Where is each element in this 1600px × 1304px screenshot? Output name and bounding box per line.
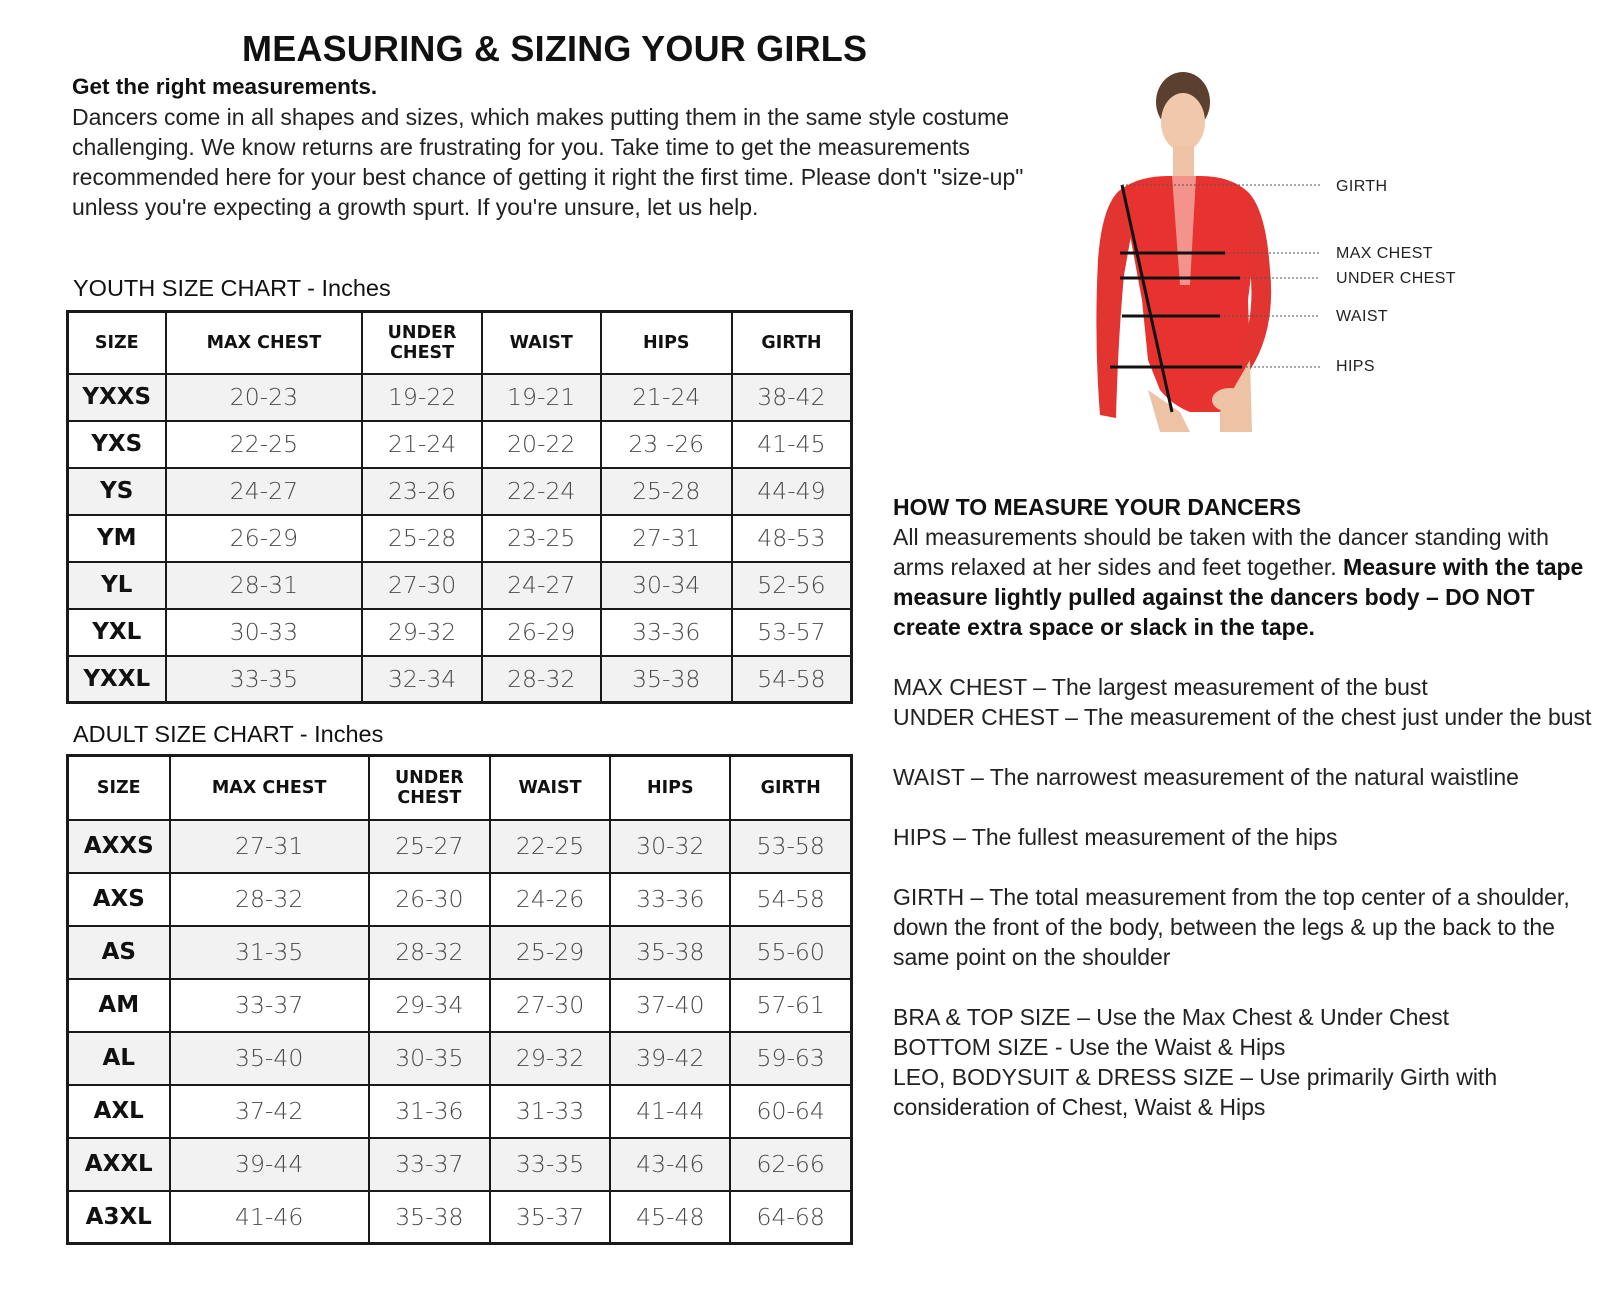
- size-cell: YXXL: [68, 656, 166, 703]
- size-cell: AXXL: [68, 1138, 170, 1191]
- size-cell: AXS: [68, 873, 170, 926]
- measurement-cell: 39-44: [170, 1138, 369, 1191]
- measurement-cell: 30-32: [610, 820, 730, 873]
- measurement-cell: 29-32: [490, 1032, 610, 1085]
- table-header-row: [68, 756, 852, 820]
- measurement-figure: [1080, 60, 1520, 450]
- howto-leo: LEO, BODYSUIT & DRESS SIZE – Use primarily Girth with consideration of Chest, Waist & Hips: [893, 1064, 1498, 1120]
- howto-bottom: BOTTOM SIZE - Use the Waist & Hips: [893, 1034, 1286, 1060]
- measurement-cell: 33-36: [601, 609, 732, 656]
- measurement-cell: 33-36: [610, 873, 730, 926]
- measurement-cell: 27-31: [601, 515, 732, 562]
- measurement-cell: 26-30: [369, 873, 490, 926]
- measurement-cell: 22-25: [166, 421, 363, 468]
- measurement-cell: 54-58: [730, 873, 851, 926]
- measurement-cell: 22-25: [490, 820, 610, 873]
- measurement-cell: 19-22: [362, 374, 482, 421]
- measurement-cell: 33-37: [369, 1138, 490, 1191]
- measurement-cell: 52-56: [732, 562, 852, 609]
- measurement-cell: 25-28: [362, 515, 482, 562]
- intro-body: Dancers come in all shapes and sizes, which makes putting them in the same style costume challenging. We know returns are frustrating for you. Take time to get the measurements recommended here for your best chance of getting it right the first time. Please don't "size-up" unless you're expecting a growth spurt. If you're unsure, let us help.: [72, 104, 1024, 220]
- measurement-cell: 27-31: [170, 820, 369, 873]
- column-header: SIZE: [68, 312, 166, 374]
- column-header: GIRTH: [730, 756, 851, 820]
- measurement-cell: 55-60: [730, 926, 851, 979]
- table-row: [68, 979, 852, 1032]
- measurement-cell: 41-45: [732, 421, 852, 468]
- size-cell: AXXS: [68, 820, 170, 873]
- callout-max-chest: MAX CHEST: [1336, 245, 1433, 262]
- youth-size-table: [66, 310, 853, 704]
- table-row: [68, 562, 852, 609]
- table-row: [68, 1085, 852, 1138]
- callout-under-chest: UNDER CHEST: [1336, 270, 1456, 287]
- measurement-cell: 62-66: [730, 1138, 851, 1191]
- youth-chart-label: YOUTH SIZE CHART - Inches: [73, 275, 391, 301]
- size-cell: AM: [68, 979, 170, 1032]
- table-row: [68, 421, 852, 468]
- measurement-cell: 48-53: [732, 515, 852, 562]
- measurement-cell: 27-30: [362, 562, 482, 609]
- howto-heading: HOW TO MEASURE YOUR DANCERS: [893, 494, 1302, 520]
- dancer-illustration: [1080, 60, 1520, 450]
- table-row: [68, 515, 852, 562]
- callout-hips: HIPS: [1336, 358, 1375, 375]
- measurement-cell: 20-22: [482, 421, 601, 468]
- measurement-cell: 41-44: [610, 1085, 730, 1138]
- measurement-cell: 37-42: [170, 1085, 369, 1138]
- table-row: [68, 1032, 852, 1085]
- measurement-cell: 25-27: [369, 820, 490, 873]
- table-row: [68, 609, 852, 656]
- measurement-cell: 30-35: [369, 1032, 490, 1085]
- measurement-cell: 28-32: [369, 926, 490, 979]
- size-cell: YXL: [68, 609, 166, 656]
- measurement-cell: 33-37: [170, 979, 369, 1032]
- measurement-cell: 54-58: [732, 656, 852, 703]
- table-row: [68, 820, 852, 873]
- measurement-cell: 37-40: [610, 979, 730, 1032]
- measurement-cell: 26-29: [166, 515, 363, 562]
- measurement-cell: 35-38: [610, 926, 730, 979]
- howto-section: [893, 492, 1593, 1122]
- measurement-cell: 39-42: [610, 1032, 730, 1085]
- measurement-cell: 45-48: [610, 1191, 730, 1244]
- measurement-cell: 25-29: [490, 926, 610, 979]
- page-title: MEASURING & SIZING YOUR GIRLS: [242, 28, 868, 69]
- table-header-row: [68, 312, 852, 374]
- howto-intro-bold: Measure with the tape measure lightly pulled against the dancers body – DO NOT create extra space or slack in the tape.: [893, 554, 1584, 640]
- adult-size-table: [66, 754, 853, 1245]
- size-cell: YXXS: [68, 374, 166, 421]
- howto-max-chest: MAX CHEST – The largest measurement of the bust: [893, 674, 1428, 700]
- table-row: [68, 1138, 852, 1191]
- measurement-cell: 41-46: [170, 1191, 369, 1244]
- column-header: SIZE: [68, 756, 170, 820]
- measurement-cell: 33-35: [166, 656, 363, 703]
- measurement-cell: 28-32: [482, 656, 601, 703]
- measurement-cell: 23 -26: [601, 421, 732, 468]
- measurement-cell: 21-24: [362, 421, 482, 468]
- column-header: UNDER CHEST: [362, 312, 482, 374]
- measurement-cell: 35-40: [170, 1032, 369, 1085]
- measurement-cell: 31-35: [170, 926, 369, 979]
- column-header: WAIST: [482, 312, 601, 374]
- size-cell: AL: [68, 1032, 170, 1085]
- column-header: MAX CHEST: [166, 312, 363, 374]
- size-cell: YXS: [68, 421, 166, 468]
- measurement-cell: 22-24: [482, 468, 601, 515]
- size-cell: YL: [68, 562, 166, 609]
- measurement-cell: 29-32: [362, 609, 482, 656]
- table-row: [68, 468, 852, 515]
- howto-hips: HIPS – The fullest measurement of the hips: [893, 824, 1338, 850]
- measurement-cell: 28-31: [166, 562, 363, 609]
- column-header: HIPS: [601, 312, 732, 374]
- measurement-cell: 31-33: [490, 1085, 610, 1138]
- measurement-cell: 25-28: [601, 468, 732, 515]
- table-row: [68, 1191, 852, 1244]
- measurement-cell: 21-24: [601, 374, 732, 421]
- measurement-cell: 31-36: [369, 1085, 490, 1138]
- size-cell: YM: [68, 515, 166, 562]
- measurement-cell: 30-33: [166, 609, 363, 656]
- table-row: [68, 656, 852, 703]
- measurement-cell: 57-61: [730, 979, 851, 1032]
- howto-bra-top: BRA & TOP SIZE – Use the Max Chest & Under Chest: [893, 1004, 1450, 1030]
- size-cell: A3XL: [68, 1191, 170, 1244]
- measurement-cell: 35-38: [601, 656, 732, 703]
- measurement-cell: 23-25: [482, 515, 601, 562]
- measurement-cell: 43-46: [610, 1138, 730, 1191]
- measurement-cell: 38-42: [732, 374, 852, 421]
- adult-chart-label: ADULT SIZE CHART - Inches: [73, 721, 384, 747]
- table-row: [68, 926, 852, 979]
- measurement-cell: 60-64: [730, 1085, 851, 1138]
- measurement-cell: 19-21: [482, 374, 601, 421]
- measurement-cell: 35-37: [490, 1191, 610, 1244]
- column-header: WAIST: [490, 756, 610, 820]
- table-row: [68, 873, 852, 926]
- intro-heading: Get the right measurements.: [72, 74, 378, 99]
- table-row: [68, 374, 852, 421]
- measurement-cell: 59-63: [730, 1032, 851, 1085]
- measurement-cell: 53-57: [732, 609, 852, 656]
- callout-girth: GIRTH: [1336, 178, 1388, 195]
- measurement-cell: 24-27: [166, 468, 363, 515]
- column-header: UNDER CHEST: [369, 756, 490, 820]
- howto-intro-plain: All measurements should be taken with the dancer standing with arms relaxed at her sides and feet together.: [893, 524, 1549, 580]
- howto-under-chest: UNDER CHEST – The measurement of the chest just under the bust: [893, 704, 1592, 730]
- howto-waist: WAIST – The narrowest measurement of the natural waistline: [893, 764, 1519, 790]
- measurement-cell: 32-34: [362, 656, 482, 703]
- measurement-cell: 27-30: [490, 979, 610, 1032]
- measurement-cell: 30-34: [601, 562, 732, 609]
- column-header: HIPS: [610, 756, 730, 820]
- measurement-cell: 26-29: [482, 609, 601, 656]
- measurement-cell: 24-26: [490, 873, 610, 926]
- measurement-cell: 44-49: [732, 468, 852, 515]
- measurement-cell: 28-32: [170, 873, 369, 926]
- measurement-cell: 20-23: [166, 374, 363, 421]
- measurement-cell: 53-58: [730, 820, 851, 873]
- size-cell: AXL: [68, 1085, 170, 1138]
- column-header: GIRTH: [732, 312, 852, 374]
- measurement-cell: 23-26: [362, 468, 482, 515]
- measurement-cell: 35-38: [369, 1191, 490, 1244]
- measurement-cell: 29-34: [369, 979, 490, 1032]
- measurement-cell: 33-35: [490, 1138, 610, 1191]
- measurement-cell: 64-68: [730, 1191, 851, 1244]
- howto-intro: [893, 522, 1593, 642]
- callout-waist: WAIST: [1336, 308, 1389, 325]
- size-cell: AS: [68, 926, 170, 979]
- column-header: MAX CHEST: [170, 756, 369, 820]
- measurement-cell: 24-27: [482, 562, 601, 609]
- howto-girth: GIRTH – The total measurement from the top center of a shoulder, down the front of the body, between the legs & up the back to the same point on the shoulder: [893, 884, 1570, 970]
- size-cell: YS: [68, 468, 166, 515]
